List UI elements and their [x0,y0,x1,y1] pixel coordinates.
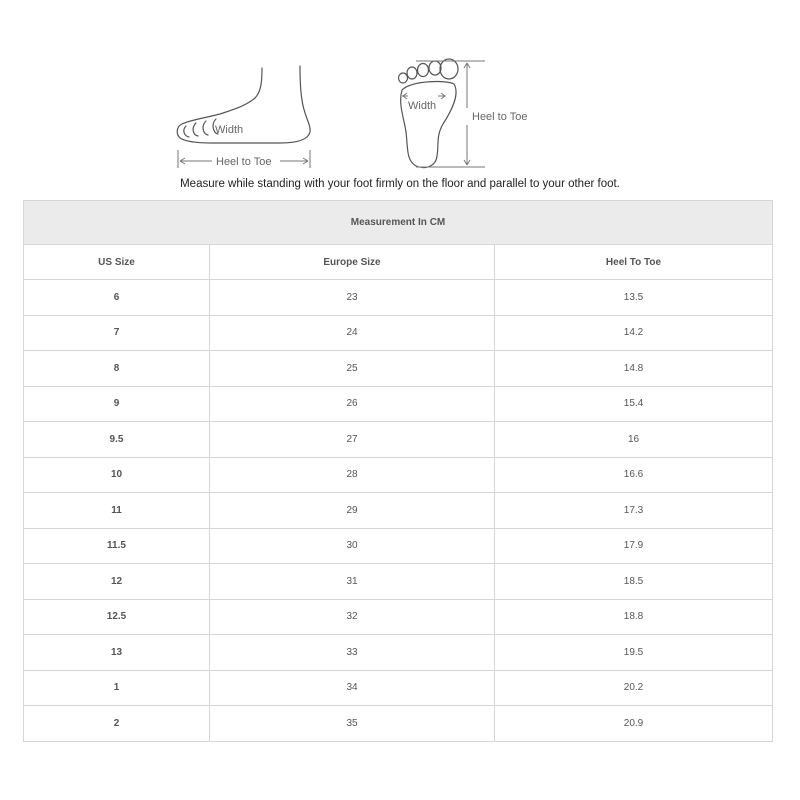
us-size-cell: 6 [24,280,210,316]
us-size-cell: 9 [24,386,210,422]
heel-to-toe-cell: 19.5 [495,635,773,671]
table-row [24,635,773,671]
table-row [24,599,773,635]
table-title: Measurement In CM [24,201,773,245]
table-title-row [24,201,773,245]
table-row [24,422,773,458]
table-row [24,493,773,529]
size-chart-table [23,200,773,742]
sole-outline [401,82,456,168]
measurement-instruction: Measure while standing with your foot firmly on the floor and parallel to your other foot. [180,178,620,190]
europe-size-cell: 35 [210,706,495,742]
table-row [24,457,773,493]
heel-to-toe-cell: 15.4 [495,386,773,422]
europe-size-cell: 34 [210,670,495,706]
side-width-label: Width [215,124,244,136]
table-row [24,706,773,742]
toe-4 [407,67,417,79]
europe-size-cell: 30 [210,528,495,564]
big-toe [440,59,458,79]
foot-side-outline [177,66,310,143]
heel-to-toe-cell: 18.5 [495,564,773,600]
europe-size-cell: 26 [210,386,495,422]
us-size-cell: 12 [24,564,210,600]
heel-to-toe-cell: 16.6 [495,457,773,493]
us-size-cell: 2 [24,706,210,742]
heel-to-toe-cell: 18.8 [495,599,773,635]
europe-size-cell: 27 [210,422,495,458]
us-size-cell: 1 [24,670,210,706]
sole-width-label: Width [408,100,437,112]
table-row [24,315,773,351]
toe-2 [429,61,441,75]
column-header-us-size: US Size [24,245,210,280]
heel-to-toe-cell: 17.3 [495,493,773,529]
europe-size-cell: 31 [210,564,495,600]
heel-to-toe-cell: 14.8 [495,351,773,387]
heel-to-toe-cell: 20.9 [495,706,773,742]
foot-measurement-diagram [0,0,800,200]
europe-size-cell: 33 [210,635,495,671]
toe-3 [418,64,429,77]
us-size-cell: 9.5 [24,422,210,458]
heel-to-toe-cell: 17.9 [495,528,773,564]
table-row [24,528,773,564]
toe-5 [399,73,408,83]
us-size-cell: 11.5 [24,528,210,564]
table-row [24,280,773,316]
us-size-cell: 12.5 [24,599,210,635]
table-row [24,670,773,706]
heel-to-toe-cell: 13.5 [495,280,773,316]
us-size-cell: 8 [24,351,210,387]
europe-size-cell: 23 [210,280,495,316]
table-row [24,351,773,387]
europe-size-cell: 28 [210,457,495,493]
europe-size-cell: 25 [210,351,495,387]
column-header-heel-to-toe: Heel To Toe [495,245,773,280]
side-length-label: Heel to Toe [216,156,272,168]
europe-size-cell: 32 [210,599,495,635]
column-header-europe-size: Europe Size [210,245,495,280]
foot-side-view [177,66,310,143]
heel-to-toe-cell: 20.2 [495,670,773,706]
table-row [24,386,773,422]
us-size-cell: 13 [24,635,210,671]
heel-to-toe-cell: 16 [495,422,773,458]
table-header-row [24,245,773,280]
us-size-cell: 11 [24,493,210,529]
us-size-cell: 10 [24,457,210,493]
europe-size-cell: 24 [210,315,495,351]
sole-length-label: Heel to Toe [472,111,528,123]
heel-to-toe-cell: 14.2 [495,315,773,351]
table-row [24,564,773,600]
us-size-cell: 7 [24,315,210,351]
europe-size-cell: 29 [210,493,495,529]
foot-sole-view [399,59,459,168]
